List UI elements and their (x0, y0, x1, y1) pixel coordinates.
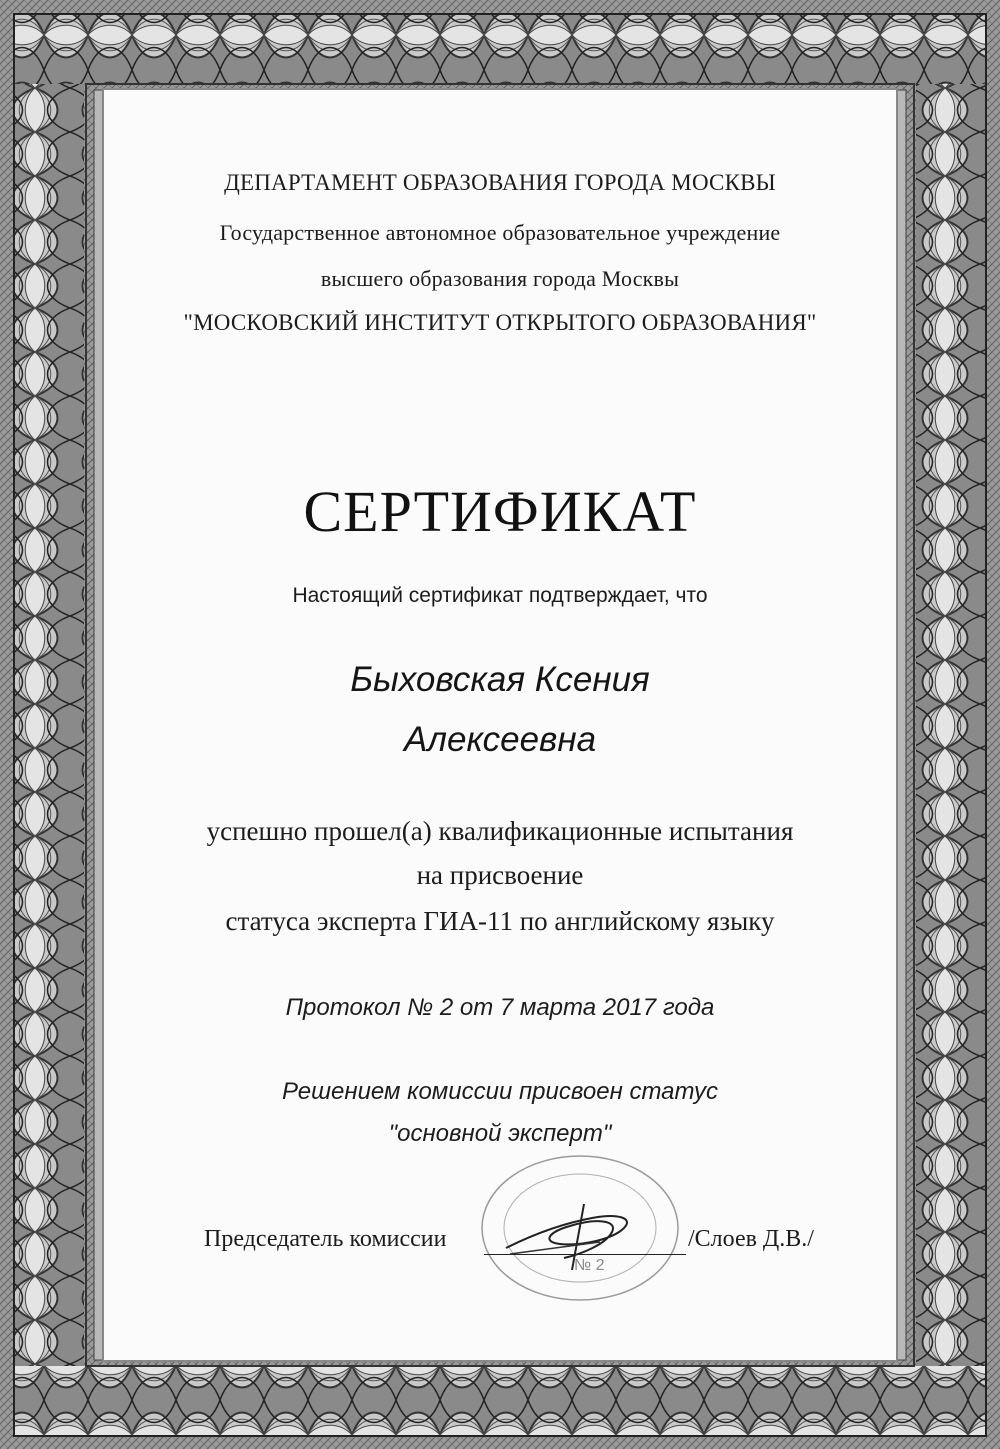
signature-role: Председатель комиссии (204, 1226, 447, 1252)
recipient-name-line2: Алексеевна (403, 720, 597, 759)
institution-level: высшего образования города Москвы (320, 266, 680, 291)
handwritten-signature (500, 1196, 640, 1276)
qualification-line3: статуса эксперта ГИА-11 по английскому языку (225, 906, 775, 936)
stamp-number: № 2 (574, 1257, 605, 1274)
institution-name: "МОСКОВСКИЙ ИНСТИТУТ ОТКРЫТОГО ОБРАЗОВАНИЯ" (183, 310, 817, 335)
department-name: ДЕПАРТАМЕНТ ОБРАЗОВАНИЯ ГОРОДА МОСКВЫ (224, 170, 776, 195)
institution-type: Государственное автономное образовательное учреждение (219, 220, 781, 245)
decision-line2: "основной эксперт" (388, 1120, 612, 1147)
decision-line1: Решением комиссии присвоен статус (282, 1078, 718, 1105)
qualification-line2: на присвоение (416, 860, 584, 890)
signatory-name: /Слоев Д.В./ (688, 1226, 814, 1252)
recipient-name-line1: Быховская Ксения (350, 660, 650, 699)
certificate-intro: Настоящий сертификат подтверждает, что (292, 584, 708, 607)
certificate-title: СЕРТИФИКАТ (303, 479, 697, 544)
qualification-line1: успешно прошел(а) квалификационные испытания (206, 816, 794, 846)
protocol-reference: Протокол № 2 от 7 марта 2017 года (285, 994, 715, 1021)
